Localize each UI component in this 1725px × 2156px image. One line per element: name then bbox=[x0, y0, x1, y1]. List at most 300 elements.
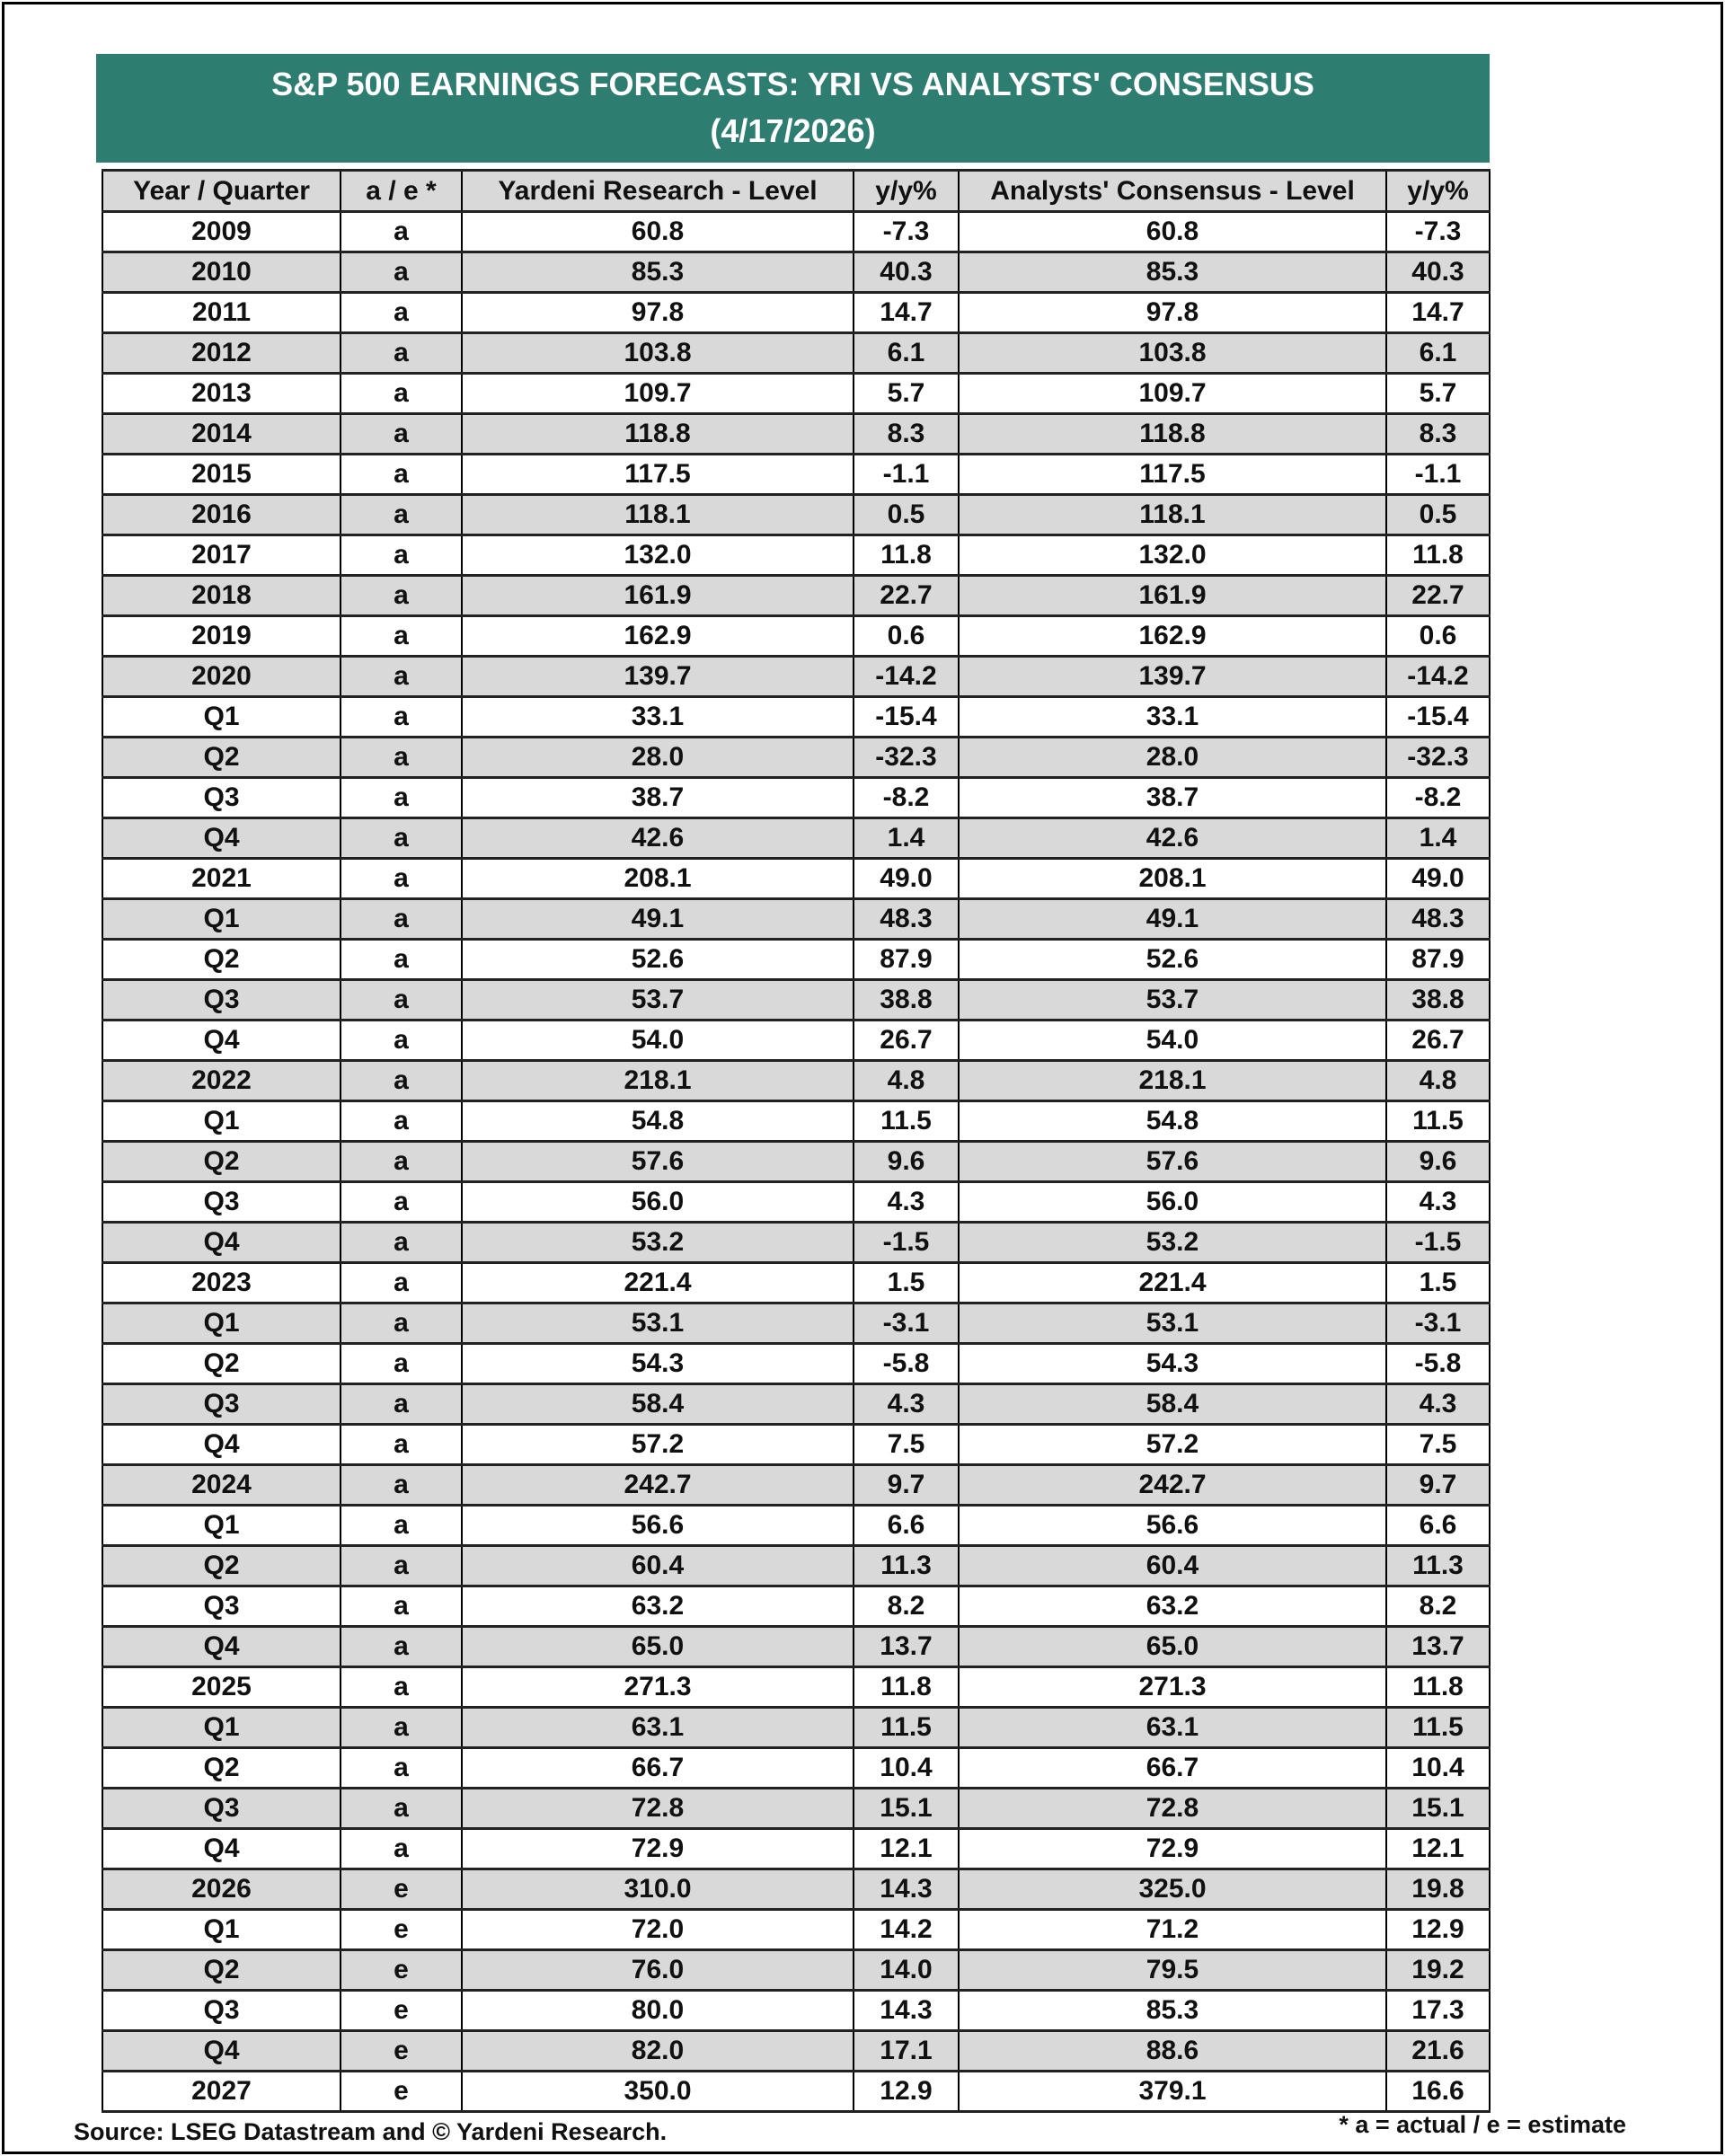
table-row bbox=[102, 1829, 1490, 1869]
cell-actual-estimate: a bbox=[341, 1142, 462, 1182]
cell-actual-estimate: e bbox=[341, 2072, 462, 2112]
cell-yri-level: 161.9 bbox=[462, 576, 854, 616]
cell-period: Q3 bbox=[102, 1789, 341, 1829]
cell-yri-level: 54.8 bbox=[462, 1101, 854, 1142]
cell-yri-level: 42.6 bbox=[462, 818, 854, 859]
cell-consensus-level: 28.0 bbox=[959, 738, 1386, 778]
table-row bbox=[102, 1789, 1490, 1829]
cell-yri-yoy: 17.1 bbox=[854, 2031, 959, 2072]
cell-consensus-yoy: 21.6 bbox=[1386, 2031, 1490, 2072]
table-row bbox=[102, 455, 1490, 495]
cell-period: Q3 bbox=[102, 1586, 341, 1627]
cell-actual-estimate: a bbox=[341, 576, 462, 616]
table-row bbox=[102, 1384, 1490, 1425]
cell-consensus-level: 63.1 bbox=[959, 1708, 1386, 1748]
cell-yri-level: 221.4 bbox=[462, 1263, 854, 1303]
cell-consensus-level: 72.8 bbox=[959, 1789, 1386, 1829]
cell-actual-estimate: a bbox=[341, 818, 462, 859]
cell-yri-yoy: 40.3 bbox=[854, 252, 959, 293]
cell-period: Q1 bbox=[102, 697, 341, 738]
cell-yri-yoy: 14.3 bbox=[854, 1869, 959, 1910]
cell-consensus-level: 109.7 bbox=[959, 374, 1386, 414]
cell-consensus-yoy: 26.7 bbox=[1386, 1021, 1490, 1061]
table-row bbox=[102, 940, 1490, 980]
cell-actual-estimate: a bbox=[341, 616, 462, 657]
cell-consensus-level: 49.1 bbox=[959, 899, 1386, 940]
table-row bbox=[102, 859, 1490, 899]
cell-consensus-level: 33.1 bbox=[959, 697, 1386, 738]
cell-yri-yoy: 7.5 bbox=[854, 1425, 959, 1465]
cell-consensus-level: 57.2 bbox=[959, 1425, 1386, 1465]
cell-period: 2020 bbox=[102, 657, 341, 697]
cell-consensus-level: 325.0 bbox=[959, 1869, 1386, 1910]
cell-actual-estimate: a bbox=[341, 374, 462, 414]
cell-period: Q3 bbox=[102, 1384, 341, 1425]
cell-yri-level: 60.8 bbox=[462, 212, 854, 252]
cell-consensus-level: 65.0 bbox=[959, 1627, 1386, 1667]
col-header-actual-estimate: a / e * bbox=[341, 171, 462, 212]
cell-yri-level: 97.8 bbox=[462, 293, 854, 333]
cell-actual-estimate: a bbox=[341, 212, 462, 252]
cell-consensus-yoy: 12.1 bbox=[1386, 1829, 1490, 1869]
cell-period: Q4 bbox=[102, 1425, 341, 1465]
cell-yri-level: 33.1 bbox=[462, 697, 854, 738]
cell-yri-level: 310.0 bbox=[462, 1869, 854, 1910]
cell-consensus-yoy: 19.2 bbox=[1386, 1950, 1490, 1991]
cell-consensus-yoy: -15.4 bbox=[1386, 697, 1490, 738]
table-row bbox=[102, 374, 1490, 414]
cell-actual-estimate: a bbox=[341, 738, 462, 778]
cell-actual-estimate: a bbox=[341, 535, 462, 576]
cell-consensus-yoy: 17.3 bbox=[1386, 1991, 1490, 2031]
cell-actual-estimate: a bbox=[341, 1667, 462, 1708]
cell-consensus-level: 162.9 bbox=[959, 616, 1386, 657]
cell-yri-yoy: 49.0 bbox=[854, 859, 959, 899]
cell-consensus-yoy: -5.8 bbox=[1386, 1344, 1490, 1384]
cell-consensus-yoy: 38.8 bbox=[1386, 980, 1490, 1021]
cell-yri-level: 58.4 bbox=[462, 1384, 854, 1425]
table-row bbox=[102, 1991, 1490, 2031]
table-row bbox=[102, 1021, 1490, 1061]
table-row bbox=[102, 697, 1490, 738]
cell-consensus-yoy: 4.3 bbox=[1386, 1384, 1490, 1425]
table-row bbox=[102, 535, 1490, 576]
cell-consensus-level: 60.8 bbox=[959, 212, 1386, 252]
cell-yri-yoy: 12.9 bbox=[854, 2072, 959, 2112]
cell-period: Q1 bbox=[102, 899, 341, 940]
cell-period: Q1 bbox=[102, 1101, 341, 1142]
cell-actual-estimate: a bbox=[341, 899, 462, 940]
cell-consensus-level: 42.6 bbox=[959, 818, 1386, 859]
cell-yri-yoy: 11.8 bbox=[854, 1667, 959, 1708]
table-row bbox=[102, 1061, 1490, 1101]
cell-consensus-yoy: -14.2 bbox=[1386, 657, 1490, 697]
cell-actual-estimate: e bbox=[341, 2031, 462, 2072]
cell-yri-level: 103.8 bbox=[462, 333, 854, 374]
cell-consensus-level: 117.5 bbox=[959, 455, 1386, 495]
cell-period: 2015 bbox=[102, 455, 341, 495]
cell-consensus-yoy: -1.1 bbox=[1386, 455, 1490, 495]
cell-yri-yoy: 13.7 bbox=[854, 1627, 959, 1667]
cell-yri-level: 85.3 bbox=[462, 252, 854, 293]
cell-yri-level: 162.9 bbox=[462, 616, 854, 657]
title: S&P 500 EARNINGS FORECASTS: YRI VS ANALYSTS' CONSENSUS bbox=[271, 66, 1314, 102]
cell-consensus-yoy: -3.1 bbox=[1386, 1303, 1490, 1344]
cell-actual-estimate: a bbox=[341, 859, 462, 899]
cell-yri-yoy: 87.9 bbox=[854, 940, 959, 980]
cell-consensus-yoy: 6.1 bbox=[1386, 333, 1490, 374]
cell-consensus-level: 54.0 bbox=[959, 1021, 1386, 1061]
cell-consensus-level: 139.7 bbox=[959, 657, 1386, 697]
cell-consensus-level: 56.6 bbox=[959, 1506, 1386, 1546]
col-header-consensus-yoy: y/y% bbox=[1386, 171, 1490, 212]
cell-actual-estimate: a bbox=[341, 414, 462, 455]
cell-consensus-yoy: 12.9 bbox=[1386, 1910, 1490, 1950]
cell-period: 2026 bbox=[102, 1869, 341, 1910]
cell-period: Q2 bbox=[102, 1344, 341, 1384]
cell-yri-level: 118.8 bbox=[462, 414, 854, 455]
cell-consensus-level: 54.3 bbox=[959, 1344, 1386, 1384]
cell-yri-level: 60.4 bbox=[462, 1546, 854, 1586]
cell-consensus-yoy: 9.6 bbox=[1386, 1142, 1490, 1182]
cell-yri-level: 218.1 bbox=[462, 1061, 854, 1101]
cell-consensus-yoy: 0.5 bbox=[1386, 495, 1490, 535]
cell-yri-level: 242.7 bbox=[462, 1465, 854, 1506]
cell-period: Q3 bbox=[102, 980, 341, 1021]
table-row bbox=[102, 657, 1490, 697]
cell-consensus-yoy: 6.6 bbox=[1386, 1506, 1490, 1546]
cell-consensus-level: 57.6 bbox=[959, 1142, 1386, 1182]
cell-yri-yoy: 4.3 bbox=[854, 1384, 959, 1425]
cell-yri-level: 109.7 bbox=[462, 374, 854, 414]
cell-yri-yoy: 0.6 bbox=[854, 616, 959, 657]
col-header-consensus-level: Analysts' Consensus - Level bbox=[959, 171, 1386, 212]
cell-consensus-yoy: 19.8 bbox=[1386, 1869, 1490, 1910]
cell-yri-yoy: -8.2 bbox=[854, 778, 959, 818]
cell-period: Q1 bbox=[102, 1708, 341, 1748]
cell-actual-estimate: a bbox=[341, 940, 462, 980]
cell-actual-estimate: a bbox=[341, 1344, 462, 1384]
cell-period: Q4 bbox=[102, 1829, 341, 1869]
cell-period: 2013 bbox=[102, 374, 341, 414]
cell-consensus-yoy: 10.4 bbox=[1386, 1748, 1490, 1789]
cell-yri-level: 72.0 bbox=[462, 1910, 854, 1950]
cell-yri-yoy: -5.8 bbox=[854, 1344, 959, 1384]
cell-yri-level: 63.1 bbox=[462, 1708, 854, 1748]
table-row bbox=[102, 293, 1490, 333]
cell-period: 2017 bbox=[102, 535, 341, 576]
cell-consensus-yoy: 5.7 bbox=[1386, 374, 1490, 414]
cell-yri-yoy: 4.3 bbox=[854, 1182, 959, 1223]
cell-yri-level: 76.0 bbox=[462, 1950, 854, 1991]
cell-actual-estimate: a bbox=[341, 1748, 462, 1789]
cell-yri-yoy: 48.3 bbox=[854, 899, 959, 940]
cell-yri-yoy: 1.5 bbox=[854, 1263, 959, 1303]
cell-consensus-yoy: 7.5 bbox=[1386, 1425, 1490, 1465]
cell-consensus-level: 56.0 bbox=[959, 1182, 1386, 1223]
table-row bbox=[102, 616, 1490, 657]
cell-yri-yoy: -15.4 bbox=[854, 697, 959, 738]
cell-yri-level: 72.9 bbox=[462, 1829, 854, 1869]
cell-period: Q4 bbox=[102, 818, 341, 859]
table-row bbox=[102, 1869, 1490, 1910]
cell-consensus-level: 118.8 bbox=[959, 414, 1386, 455]
cell-consensus-level: 242.7 bbox=[959, 1465, 1386, 1506]
cell-consensus-yoy: 13.7 bbox=[1386, 1627, 1490, 1667]
cell-actual-estimate: a bbox=[341, 1789, 462, 1829]
earnings-table bbox=[102, 169, 1491, 2113]
cell-consensus-level: 118.1 bbox=[959, 495, 1386, 535]
table-row bbox=[102, 252, 1490, 293]
title-date: (4/17/2026) bbox=[710, 112, 876, 149]
cell-consensus-level: 161.9 bbox=[959, 576, 1386, 616]
cell-consensus-level: 103.8 bbox=[959, 333, 1386, 374]
cell-consensus-yoy: 87.9 bbox=[1386, 940, 1490, 980]
cell-consensus-level: 379.1 bbox=[959, 2072, 1386, 2112]
table-row bbox=[102, 495, 1490, 535]
cell-yri-yoy: 4.8 bbox=[854, 1061, 959, 1101]
cell-consensus-level: 53.7 bbox=[959, 980, 1386, 1021]
cell-yri-yoy: 14.3 bbox=[854, 1991, 959, 2031]
table-row bbox=[102, 1627, 1490, 1667]
cell-yri-level: 28.0 bbox=[462, 738, 854, 778]
cell-consensus-level: 54.8 bbox=[959, 1101, 1386, 1142]
cell-yri-yoy: 9.7 bbox=[854, 1465, 959, 1506]
cell-yri-yoy: 11.5 bbox=[854, 1708, 959, 1748]
cell-period: 2014 bbox=[102, 414, 341, 455]
cell-yri-yoy: 14.7 bbox=[854, 293, 959, 333]
cell-yri-level: 54.0 bbox=[462, 1021, 854, 1061]
cell-yri-yoy: 6.6 bbox=[854, 1506, 959, 1546]
cell-period: Q2 bbox=[102, 1748, 341, 1789]
table-row bbox=[102, 899, 1490, 940]
table-row bbox=[102, 1465, 1490, 1506]
cell-yri-level: 65.0 bbox=[462, 1627, 854, 1667]
table-row bbox=[102, 1708, 1490, 1748]
cell-yri-level: 139.7 bbox=[462, 657, 854, 697]
table-row bbox=[102, 818, 1490, 859]
cell-yri-yoy: 11.5 bbox=[854, 1101, 959, 1142]
cell-period: 2022 bbox=[102, 1061, 341, 1101]
cell-yri-level: 54.3 bbox=[462, 1344, 854, 1384]
cell-consensus-yoy: 22.7 bbox=[1386, 576, 1490, 616]
cell-yri-level: 82.0 bbox=[462, 2031, 854, 2072]
cell-consensus-yoy: -1.5 bbox=[1386, 1223, 1490, 1263]
table-row bbox=[102, 333, 1490, 374]
cell-consensus-yoy: 11.8 bbox=[1386, 1667, 1490, 1708]
cell-yri-yoy: 5.7 bbox=[854, 374, 959, 414]
cell-yri-yoy: 14.0 bbox=[854, 1950, 959, 1991]
cell-yri-level: 53.7 bbox=[462, 980, 854, 1021]
cell-period: Q2 bbox=[102, 940, 341, 980]
cell-consensus-level: 132.0 bbox=[959, 535, 1386, 576]
cell-yri-level: 53.2 bbox=[462, 1223, 854, 1263]
cell-yri-yoy: -3.1 bbox=[854, 1303, 959, 1344]
cell-actual-estimate: a bbox=[341, 495, 462, 535]
cell-consensus-yoy: 14.7 bbox=[1386, 293, 1490, 333]
table-row bbox=[102, 414, 1490, 455]
cell-period: 2018 bbox=[102, 576, 341, 616]
cell-actual-estimate: a bbox=[341, 1263, 462, 1303]
cell-yri-level: 57.2 bbox=[462, 1425, 854, 1465]
cell-yri-yoy: 26.7 bbox=[854, 1021, 959, 1061]
cell-consensus-level: 53.2 bbox=[959, 1223, 1386, 1263]
cell-consensus-yoy: 8.2 bbox=[1386, 1586, 1490, 1627]
cell-consensus-yoy: -7.3 bbox=[1386, 212, 1490, 252]
cell-consensus-level: 208.1 bbox=[959, 859, 1386, 899]
cell-actual-estimate: e bbox=[341, 1950, 462, 1991]
cell-yri-yoy: -14.2 bbox=[854, 657, 959, 697]
cell-actual-estimate: a bbox=[341, 252, 462, 293]
cell-period: Q3 bbox=[102, 1991, 341, 2031]
cell-yri-level: 66.7 bbox=[462, 1748, 854, 1789]
cell-consensus-level: 53.1 bbox=[959, 1303, 1386, 1344]
cell-actual-estimate: a bbox=[341, 1303, 462, 1344]
source-note: Source: LSEG Datastream and © Yardeni Research. bbox=[74, 2118, 668, 2145]
cell-period: 2023 bbox=[102, 1263, 341, 1303]
cell-consensus-level: 58.4 bbox=[959, 1384, 1386, 1425]
cell-yri-yoy: -32.3 bbox=[854, 738, 959, 778]
cell-period: Q2 bbox=[102, 1950, 341, 1991]
cell-consensus-level: 88.6 bbox=[959, 2031, 1386, 2072]
cell-period: Q3 bbox=[102, 1182, 341, 1223]
cell-actual-estimate: e bbox=[341, 1869, 462, 1910]
table-row bbox=[102, 1101, 1490, 1142]
cell-actual-estimate: a bbox=[341, 1101, 462, 1142]
table-row bbox=[102, 1263, 1490, 1303]
cell-yri-yoy: 8.2 bbox=[854, 1586, 959, 1627]
table-row bbox=[102, 1425, 1490, 1465]
table-row bbox=[102, 1182, 1490, 1223]
cell-actual-estimate: a bbox=[341, 1425, 462, 1465]
cell-consensus-level: 52.6 bbox=[959, 940, 1386, 980]
cell-consensus-level: 72.9 bbox=[959, 1829, 1386, 1869]
legend-note: * a = actual / e = estimate bbox=[1339, 2111, 1626, 2138]
cell-yri-level: 38.7 bbox=[462, 778, 854, 818]
cell-yri-level: 53.1 bbox=[462, 1303, 854, 1344]
cell-yri-yoy: 11.3 bbox=[854, 1546, 959, 1586]
cell-yri-yoy: 14.2 bbox=[854, 1910, 959, 1950]
cell-yri-yoy: -1.1 bbox=[854, 455, 959, 495]
table-row bbox=[102, 778, 1490, 818]
cell-yri-level: 117.5 bbox=[462, 455, 854, 495]
cell-period: Q2 bbox=[102, 1546, 341, 1586]
table-row bbox=[102, 1586, 1490, 1627]
cell-consensus-yoy: 1.4 bbox=[1386, 818, 1490, 859]
cell-consensus-level: 79.5 bbox=[959, 1950, 1386, 1991]
table-row bbox=[102, 1303, 1490, 1344]
cell-period: Q1 bbox=[102, 1910, 341, 1950]
cell-consensus-yoy: 11.5 bbox=[1386, 1101, 1490, 1142]
cell-yri-level: 271.3 bbox=[462, 1667, 854, 1708]
cell-period: 2024 bbox=[102, 1465, 341, 1506]
cell-consensus-level: 97.8 bbox=[959, 293, 1386, 333]
cell-period: Q3 bbox=[102, 778, 341, 818]
cell-consensus-yoy: 4.3 bbox=[1386, 1182, 1490, 1223]
cell-period: Q2 bbox=[102, 738, 341, 778]
cell-consensus-yoy: 8.3 bbox=[1386, 414, 1490, 455]
title-banner bbox=[96, 54, 1490, 163]
cell-actual-estimate: a bbox=[341, 455, 462, 495]
cell-yri-level: 49.1 bbox=[462, 899, 854, 940]
cell-actual-estimate: a bbox=[341, 1708, 462, 1748]
table-row bbox=[102, 980, 1490, 1021]
cell-actual-estimate: a bbox=[341, 293, 462, 333]
cell-consensus-level: 38.7 bbox=[959, 778, 1386, 818]
cell-consensus-yoy: 9.7 bbox=[1386, 1465, 1490, 1506]
cell-yri-level: 118.1 bbox=[462, 495, 854, 535]
cell-yri-yoy: 12.1 bbox=[854, 1829, 959, 1869]
header-row bbox=[102, 171, 1490, 212]
cell-consensus-yoy: 0.6 bbox=[1386, 616, 1490, 657]
cell-period: Q4 bbox=[102, 2031, 341, 2072]
cell-yri-level: 56.0 bbox=[462, 1182, 854, 1223]
cell-consensus-level: 85.3 bbox=[959, 252, 1386, 293]
cell-actual-estimate: a bbox=[341, 1021, 462, 1061]
cell-period: 2021 bbox=[102, 859, 341, 899]
cell-yri-yoy: 10.4 bbox=[854, 1748, 959, 1789]
cell-actual-estimate: a bbox=[341, 1546, 462, 1586]
cell-yri-yoy: 15.1 bbox=[854, 1789, 959, 1829]
cell-actual-estimate: a bbox=[341, 1182, 462, 1223]
cell-consensus-level: 221.4 bbox=[959, 1263, 1386, 1303]
cell-period: Q1 bbox=[102, 1506, 341, 1546]
table-row bbox=[102, 1546, 1490, 1586]
cell-period: Q4 bbox=[102, 1223, 341, 1263]
cell-yri-level: 350.0 bbox=[462, 2072, 854, 2112]
cell-yri-level: 57.6 bbox=[462, 1142, 854, 1182]
cell-yri-yoy: -7.3 bbox=[854, 212, 959, 252]
table-row bbox=[102, 2031, 1490, 2072]
cell-yri-yoy: 22.7 bbox=[854, 576, 959, 616]
table-row bbox=[102, 576, 1490, 616]
cell-actual-estimate: a bbox=[341, 1586, 462, 1627]
cell-consensus-yoy: -8.2 bbox=[1386, 778, 1490, 818]
cell-yri-yoy: 11.8 bbox=[854, 535, 959, 576]
cell-consensus-yoy: 11.8 bbox=[1386, 535, 1490, 576]
cell-consensus-yoy: 11.5 bbox=[1386, 1708, 1490, 1748]
table-row bbox=[102, 1910, 1490, 1950]
cell-yri-level: 208.1 bbox=[462, 859, 854, 899]
cell-consensus-yoy: 15.1 bbox=[1386, 1789, 1490, 1829]
table-row bbox=[102, 1223, 1490, 1263]
cell-period: 2027 bbox=[102, 2072, 341, 2112]
cell-period: Q4 bbox=[102, 1021, 341, 1061]
cell-yri-yoy: 1.4 bbox=[854, 818, 959, 859]
col-header-yri-level: Yardeni Research - Level bbox=[462, 171, 854, 212]
cell-consensus-level: 218.1 bbox=[959, 1061, 1386, 1101]
table-row bbox=[102, 1667, 1490, 1708]
cell-actual-estimate: a bbox=[341, 1627, 462, 1667]
cell-actual-estimate: a bbox=[341, 1223, 462, 1263]
cell-period: 2010 bbox=[102, 252, 341, 293]
cell-actual-estimate: a bbox=[341, 778, 462, 818]
table-row bbox=[102, 2072, 1490, 2112]
table-row bbox=[102, 1506, 1490, 1546]
cell-actual-estimate: a bbox=[341, 1061, 462, 1101]
table-row bbox=[102, 738, 1490, 778]
cell-period: 2016 bbox=[102, 495, 341, 535]
cell-consensus-level: 71.2 bbox=[959, 1910, 1386, 1950]
cell-consensus-yoy: 48.3 bbox=[1386, 899, 1490, 940]
cell-consensus-level: 85.3 bbox=[959, 1991, 1386, 2031]
cell-period: 2025 bbox=[102, 1667, 341, 1708]
cell-yri-yoy: 0.5 bbox=[854, 495, 959, 535]
cell-consensus-level: 271.3 bbox=[959, 1667, 1386, 1708]
cell-yri-yoy: 9.6 bbox=[854, 1142, 959, 1182]
table-row bbox=[102, 1748, 1490, 1789]
cell-consensus-level: 63.2 bbox=[959, 1586, 1386, 1627]
